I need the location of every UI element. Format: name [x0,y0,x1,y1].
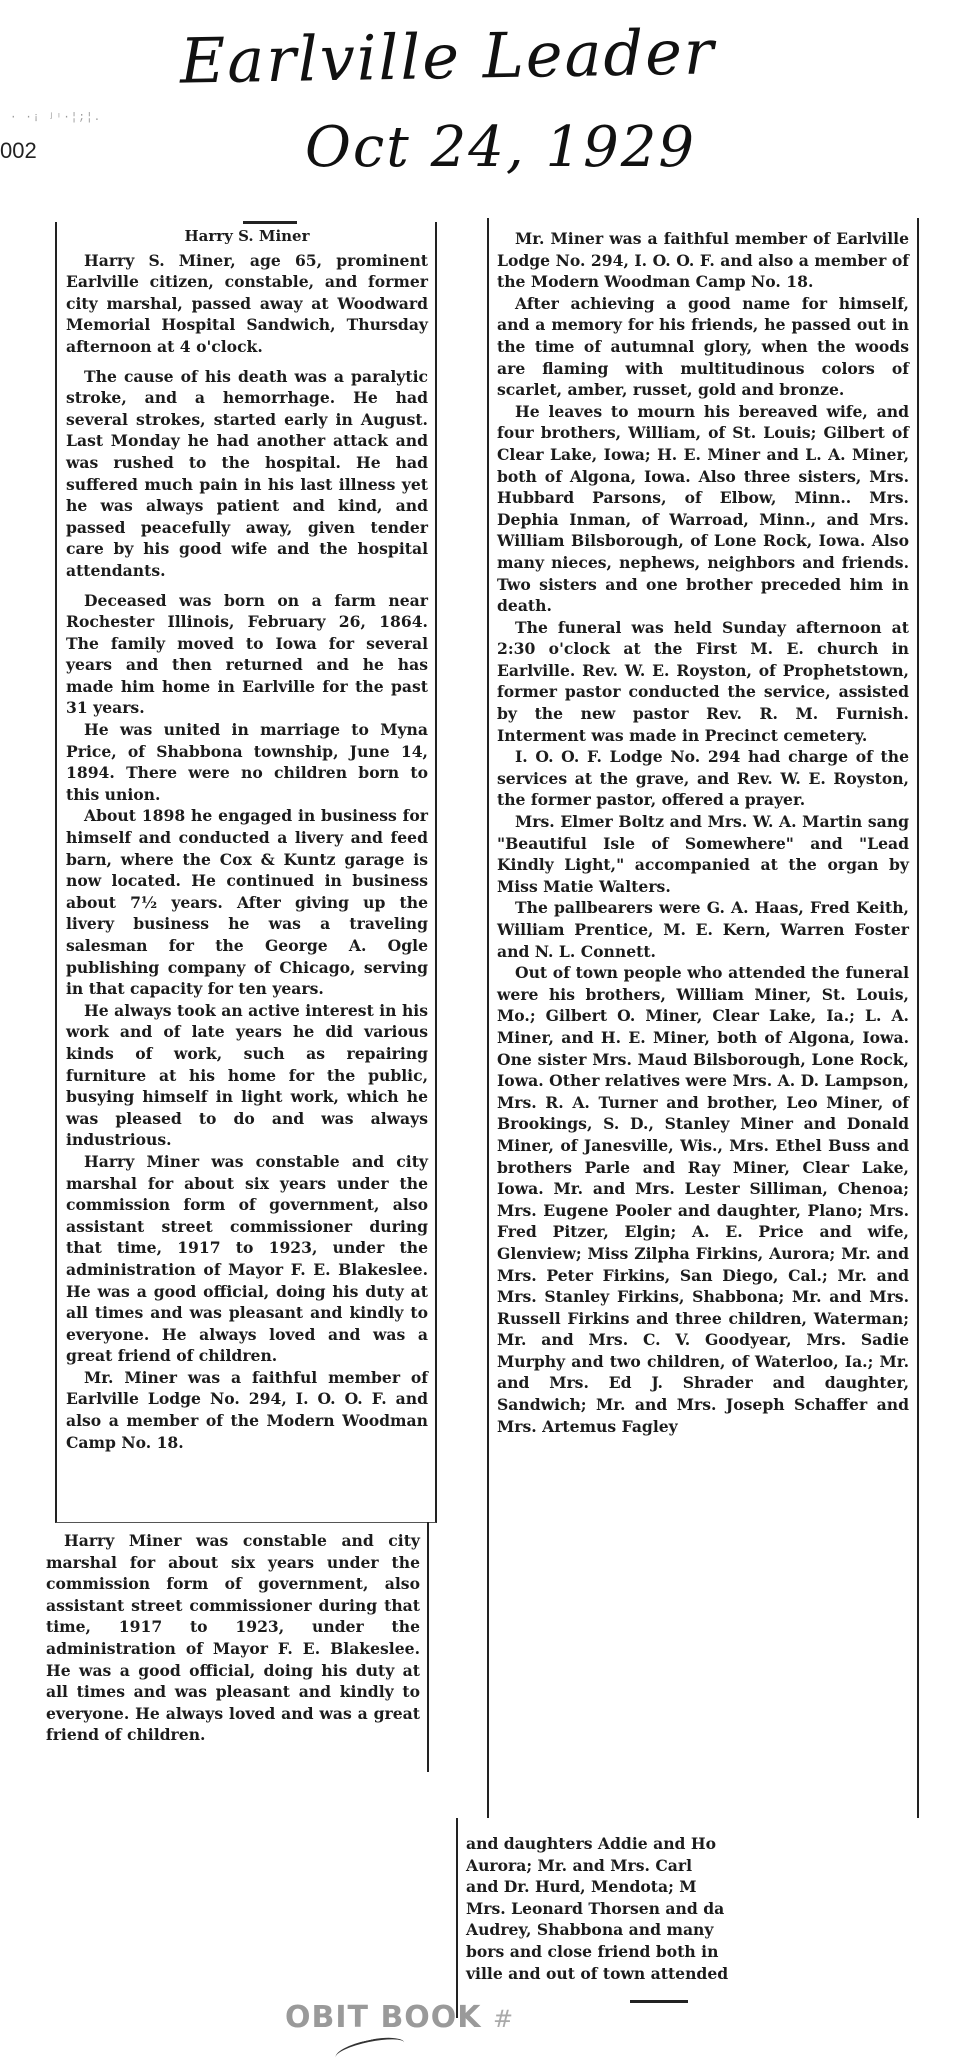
paragraph: He always took an active interest in his work and of late years he did various kinds of work, such as repairing furniture at his home for the public, busying himself in light work, which he was pleased to do and was always industrious. [66,1000,428,1150]
paragraph: About 1898 he engaged in business for himself and conducted a livery and feed barn, where the Cox & Kuntz garage is now located. He continued in business about 7½ years. After giving up the livery business he was a traveling salesman for the George A. Ogle publishing company of Chicago, serving in that capacity for ten years. [66,806,428,999]
paragraph: Mr. Miner was a faithful member of Earlville Lodge No. 294, I. O. O. F. and also a member of the Modern Woodman Camp No. 18. [497,229,909,292]
left-column-repeat-clipping [46,1530,420,1746]
paragraph: Deceased was born on a farm near Rochester Illinois, February 26, 1864. The family moved to Iowa for several years and then returned and he has made him home in Earlville for the past 31 years. [66,590,428,718]
left-column [66,226,428,1453]
tail-line: Mrs. Leonard Thorsen and da [466,1898,725,1918]
tail-line: Audrey, Shabbona and many [466,1920,714,1940]
paragraph: The cause of his death was a paralytic stroke, and a hemorrhage. He had several strokes, started early in August. Last Monday he had another attack and was rushed to the hospital. He had suffered much pain in his last illness yet he was always patient and kind, and passed peacefully away, given tender care by his good wife and the hospital attendants. [66,366,428,580]
paragraph: After achieving a good name for himself, and a memory for his friends, he passed out in the time of autumnal glory, when the woods are flaming with multitudinous colors of scarlet, amber, russet, gold and bronze. [497,293,909,400]
paragraph: He was united in marriage to Myna Price, of Shabbona township, June 14, 1894. There were no children born to this union. [66,720,428,804]
page-edge-number: 002 [0,138,37,163]
stamp-hash: # [493,2005,515,2033]
paragraph: The funeral was held Sunday afternoon at 2:30 o'clock at the First M. E. church in Earlville. Rev. W. E. Royston, of Prophetstown, former pastor conducted the service, assisted by the new pastor Rev. R. M. Furnish. Interment was made in Precinct cemetery. [497,617,909,745]
tail-line: ville and out of town attended [466,1963,729,1983]
stamp-label: OBIT BOOK [285,2000,482,2035]
article-end-rule [630,2000,688,2003]
handwritten-scribble [334,2033,407,2067]
paragraph: Mrs. Elmer Boltz and Mrs. W. A. Martin sang "Beautiful Isle of Somewhere" and "Lead Kindly Light," accompanied at the organ by Miss Matie Walters. [497,812,909,896]
tail-line: bors and close friend both in [466,1941,719,1961]
tail-line: Aurora; Mr. and Mrs. Carl [466,1855,693,1875]
right-column [497,228,909,1437]
obit-book-stamp [285,2000,514,2035]
scan-artifact: · ·¡ ʲᶦ·¦;¦. [10,112,102,124]
paragraph: The pallbearers were G. A. Haas, Fred Keith, William Prentice, M. E. Kern, Warren Foster and N. L. Connett. [497,898,909,961]
paragraph: I. O. O. F. Lodge No. 294 had charge of the services at the grave, and Rev. W. E. Royston, the former pastor, offered a prayer. [497,747,909,810]
obituary-headline: Harry S. Miner [184,227,310,245]
paragraph: Harry S. Miner, age 65, prominent Earlville citizen, constable, and former city marshal, passed away at Woodward Memorial Hospital Sandwich, Thursday afternoon at 4 o'clock. [66,250,428,356]
paragraph: Harry Miner was constable and city marshal for about six years under the commission form of government, also assistant street commissioner during that time, 1917 to 1923, under the administration of Mayor F. E. Blakeslee. He was a good official, doing his duty at all times and was pleasant and kindly to everyone. He always loved and was a great friend of children. [46,1531,420,1745]
paragraph: Harry Miner was constable and city marshal for about six years under the commission form of government, also assistant street commissioner during that time, 1917 to 1923, under the administration of Mayor F. E. Blakeslee. He was a good official, doing his duty at all times and was pleasant and kindly to everyone. He always loved and was a great friend of children. [66,1151,428,1366]
handwritten-newspaper-name: Earlville Leader [179,15,717,98]
right-column-tail [466,1833,811,1984]
handwritten-date: Oct 24, 1929 [305,115,696,180]
right-column-lower-border [456,1818,458,2018]
tail-line: and Dr. Hurd, Mendota; M [466,1877,697,1897]
paragraph: Out of town people who attended the funeral were his brothers, William Miner, St. Louis, Mo.; Gilbert O. Miner, Clear Lake, Ia.; L. A. Miner, and H. E. Miner, both of Algona, Iowa. One sister Mrs. Maud Bilsborough, Lone Rock, Iowa. Other relatives were Mrs. A. D. Lampson, Mrs. R. A. Turner and brother, Leo Miner, of Brookings, S. D., Stanley Miner and Donald Miner, of Janesville, Wis., Mrs. Ethel Buss and brothers Parle and Ray Miner, Clear Lake, Iowa. Mr. and Mrs. Lester Silliman, Chenoa; Mrs. Eugene Pooler and daughter, Plano; Mrs. Fred Pitzer, Elgin; A. E. Price and wife, Glenview; Miss Zilpha Firkins, Aurora; Mr. and Mrs. Peter Firkins, San Diego, Cal.; Mr. and Mrs. Stanley Firkins, Shabbona; Mr. and Mrs. Russell Firkins and three children, Waterman; Mr. and Mrs. C. V. Goodyear, Mrs. Sadie Murphy and two children, of Waterloo, Ia.; Mr. and Mrs. Ed J. Shrader and daughter, Sandwich; Mr. and Mrs. Joseph Schaffer and Mrs. Artemus Fagley [497,963,909,1436]
paragraph: Mr. Miner was a faithful member of Earlville Lodge No. 294, I. O. O. F. and also a member of the Modern Woodman Camp No. 18. [66,1367,428,1452]
paragraph: He leaves to mourn his bereaved wife, and four brothers, William, of St. Louis; Gilbert of Clear Lake, Iowa; H. E. Miner and L. A. Miner, both of Algona, Iowa. Also three sisters, Mrs. Hubbard Parsons, of Elbow, Minn.. Mrs. Dephia Inman, of Warroad, Minn., and Mrs. William Bilsborough, of Lone Rock, Iowa. Also many nieces, nephews, neighbors and friends. Two sisters and one brother preceded him in death. [497,401,909,616]
tail-line: and daughters Addie and Ho [466,1834,716,1853]
